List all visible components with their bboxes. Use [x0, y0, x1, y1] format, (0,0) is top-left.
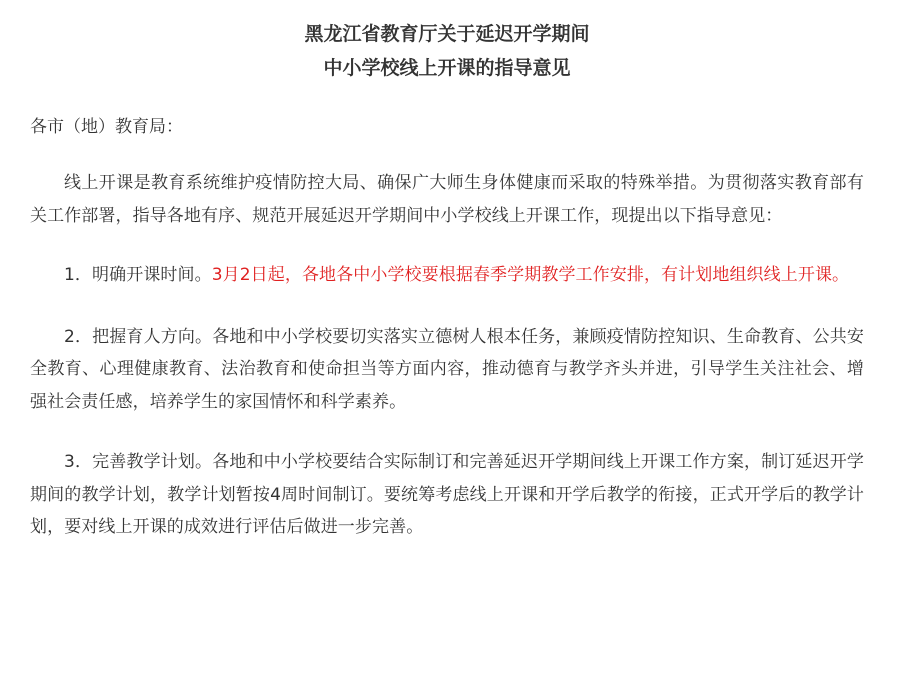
salutation: 各市（地）教育局： [30, 117, 183, 137]
item-3-paragraph: 3．完善教学计划。各地和中小学校要结合实际制订和完善延迟开学期间线上开课工作方案，制订延迟开学期间的教学计划，教学计划暂按4周时间制订。要统筹考虑线上开课和开学后教学的衔接，正式开学后的教学计划，要对线上开课的成效进行评估后做进一步完善。 [30, 452, 864, 537]
item-2-paragraph: 2．把握育人方向。各地和中小学校要切实落实立德树人根本任务，兼顾疫情防控知识、生命教育、公共安全教育、心理健康教育、法治教育和使命担当等方面内容，推动德育与教学齐头并进，引导学生关注社会、增强社会责任感，培养学生的家国情怀和科学素养。 [30, 326, 864, 412]
item-1-highlight: 3月2日起，各地各中小学校要根据春季学期教学工作安排，有计划地组织线上开课。 [211, 265, 850, 285]
item-1-paragraph [30, 259, 864, 292]
title-line-1: 黑龙江省教育厅关于延迟开学期间 [304, 23, 590, 45]
item-1-lead: 1．明确开课时间。 [64, 265, 212, 285]
document-title [30, 0, 864, 85]
intro-paragraph: 线上开课是教育系统维护疫情防控大局、确保广大师生身体健康而采取的特殊举措。为贯彻落实教育部有关工作部署，指导各地有序、规范开展延迟开学期间中小学校线上开课工作，现提出以下指导意见： [30, 173, 864, 226]
title-line-2: 中小学校线上开课的指导意见 [323, 57, 571, 79]
